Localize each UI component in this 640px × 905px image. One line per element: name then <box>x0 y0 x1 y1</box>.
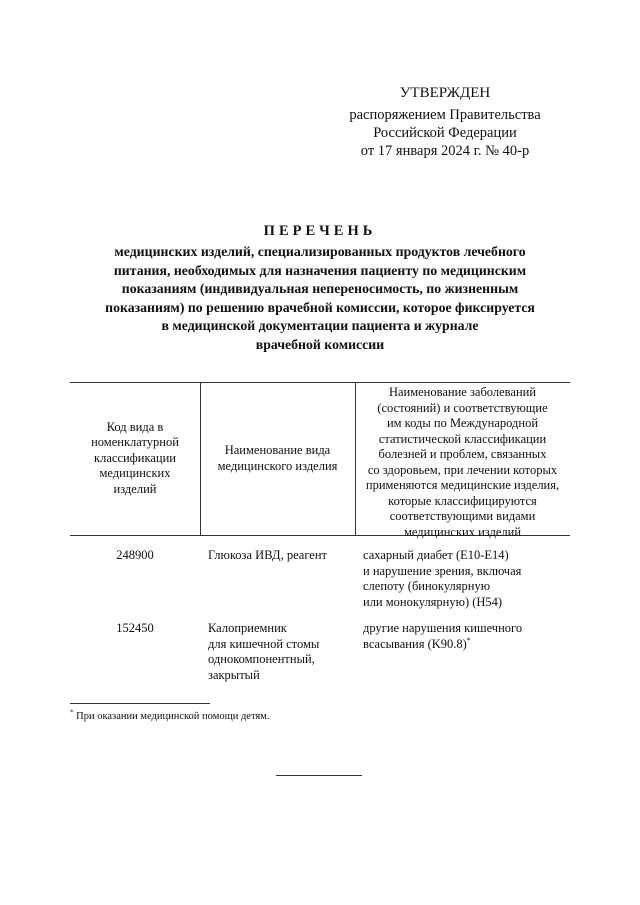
row-device-line: Калоприемник <box>208 621 287 635</box>
row-device-line: Глюкоза ИВД, реагент <box>208 548 327 562</box>
row-code: 248900 <box>116 548 154 562</box>
subtitle-line: врачебной комиссии <box>255 336 385 352</box>
header-disease-line: им коды по Международной <box>386 416 539 430</box>
header-disease-line: статистической классификации <box>378 431 547 446</box>
header-disease-line: применяются медицинские изделия, <box>365 478 560 492</box>
row-disease-line: или монокулярную) (H54) <box>363 594 503 609</box>
approval-line: распоряжением Правительства <box>349 107 541 123</box>
header-code <box>70 382 200 535</box>
header-code-line: классификации <box>94 450 176 465</box>
subtitle-line: в медицинской документации пациента и журнале <box>161 318 479 333</box>
row-disease <box>363 621 522 652</box>
row-disease-line: другие нарушения кишечного <box>363 621 523 635</box>
row-disease-line: слепоту (бинокулярную <box>363 579 491 593</box>
header-device-name <box>200 382 355 535</box>
header-code-line: медицинских <box>99 466 171 481</box>
footnote-text: При оказании медицинской помощи детям. <box>76 711 270 722</box>
header-code-line: Код вида в <box>106 419 164 434</box>
header-code-line: изделий <box>113 481 157 496</box>
header-disease-line: которые классифицируются <box>388 493 537 508</box>
subtitle-line: медицинских изделий, специализированных продуктов лечебного <box>114 244 526 259</box>
row-disease-line: сахарный диабет (E10-E14) <box>363 548 509 562</box>
header-device-line: Наименование вида <box>224 443 331 457</box>
document-subtitle <box>60 243 580 354</box>
header-device-line: медицинского изделия <box>217 458 338 473</box>
subtitle-line: питания, необходимых для назначения пациенту по медицинским <box>113 262 527 278</box>
row-device-name <box>208 621 319 683</box>
header-disease-line: соответствующими видами <box>389 509 536 523</box>
row-device-line: для кишечной стомы <box>208 636 320 651</box>
row-code: 152450 <box>116 621 154 635</box>
subtitle-line: показаниям) по решению врачебной комиссии, которое фиксируется <box>105 299 535 315</box>
header-disease-line: болезней и проблем, связанных <box>378 447 547 461</box>
header-disease-line: со здоровьем, при лечении которых <box>367 462 558 477</box>
row-disease-line <box>363 637 522 653</box>
row-device-line: однокомпонентный, <box>208 652 315 666</box>
footnote-rule <box>70 703 210 704</box>
approval-block <box>330 84 560 160</box>
header-disease-line: (состояний) и соответствующие <box>377 400 548 415</box>
header-disease-line: медицинских изделий <box>403 524 522 539</box>
row-disease <box>363 548 521 610</box>
row-disease-text: всасывания (K90.8) <box>363 636 467 651</box>
footnote-reference: * <box>466 635 471 645</box>
footnote-mark: * <box>70 708 74 717</box>
end-of-document-rule <box>276 775 362 776</box>
row-device-name <box>208 548 327 564</box>
approval-line: от 17 января 2024 г. № 40-р <box>360 143 530 159</box>
footnote <box>70 708 270 722</box>
approval-stamp: УТВЕРЖДЕН <box>399 85 491 101</box>
header-disease-line: Наименование заболеваний <box>388 385 537 399</box>
header-code-line: номенклатурной <box>91 435 179 450</box>
row-disease-line: и нарушение зрения, включая <box>363 563 522 578</box>
subtitle-line: показаниям (индивидуальная непереносимость, по жизненным <box>121 281 519 296</box>
document-heading: ПЕРЕЧЕНЬ <box>263 223 377 239</box>
row-device-line: закрытый <box>208 667 260 682</box>
approval-line: Российской Федерации <box>373 125 517 141</box>
header-disease <box>355 382 570 539</box>
